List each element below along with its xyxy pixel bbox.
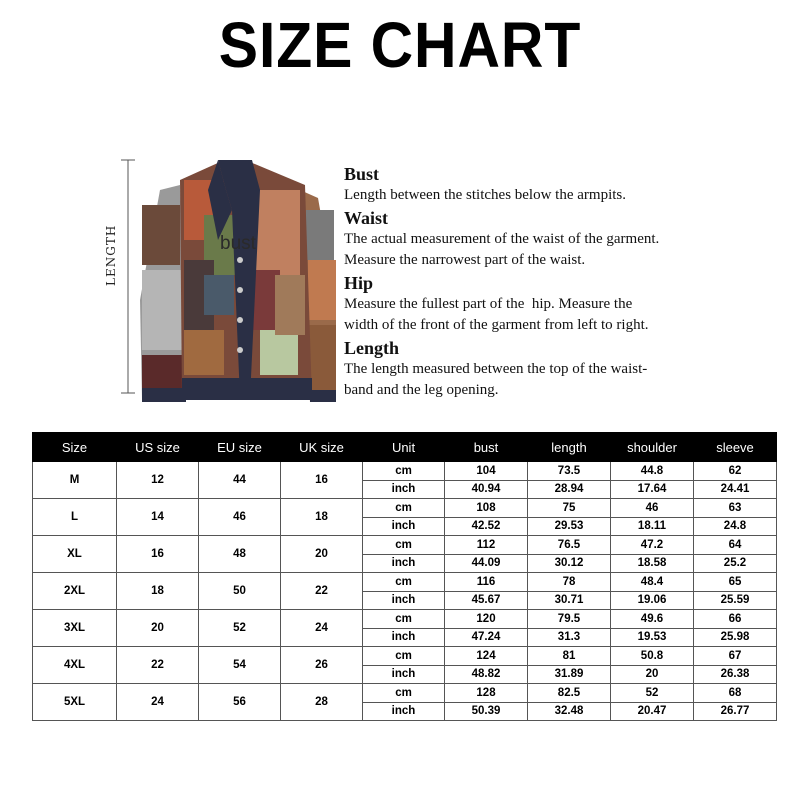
sleeve-inch-cell: 24.41	[694, 480, 777, 499]
unit-cell: inch	[363, 702, 445, 721]
size-cell: 5XL	[33, 684, 117, 721]
definition-text: The actual measurement of the waist of the garment.	[344, 230, 660, 247]
bust-inch-cell: 45.67	[445, 591, 528, 610]
unit-cell: cm	[363, 684, 445, 703]
length-cm-cell: 81	[528, 647, 611, 666]
bust-inch-cell: 40.94	[445, 480, 528, 499]
length-inch-cell: 30.12	[528, 554, 611, 573]
sleeve-cm-cell: 68	[694, 684, 777, 703]
length-inch-cell: 30.71	[528, 591, 611, 610]
length-inch-cell: 31.89	[528, 665, 611, 684]
bust-inch-cell: 48.82	[445, 665, 528, 684]
bust-cm-cell: 124	[445, 647, 528, 666]
us-size-cell: 20	[117, 610, 199, 647]
shoulder-inch-cell: 19.53	[611, 628, 694, 647]
bust-inch-cell: 47.24	[445, 628, 528, 647]
column-header: shoulder	[611, 433, 694, 462]
column-header: bust	[445, 433, 528, 462]
sleeve-cm-cell: 66	[694, 610, 777, 629]
unit-cell: cm	[363, 610, 445, 629]
size-cell: M	[33, 462, 117, 499]
bust-inch-cell: 50.39	[445, 702, 528, 721]
us-size-cell: 14	[117, 499, 199, 536]
bust-cm-cell: 128	[445, 684, 528, 703]
sleeve-inch-cell: 25.59	[694, 591, 777, 610]
sleeve-cm-cell: 65	[694, 573, 777, 592]
eu-size-cell: 54	[199, 647, 281, 684]
length-label: LENGTH	[104, 224, 118, 286]
length-inch-cell: 31.3	[528, 628, 611, 647]
definition-text: Measure the fullest part of the hip. Measure the	[344, 295, 633, 312]
length-cm-cell: 78	[528, 573, 611, 592]
uk-size-cell: 26	[281, 647, 363, 684]
definition-text: Measure the narrowest part of the waist.	[344, 252, 586, 268]
bust-cm-cell: 120	[445, 610, 528, 629]
us-size-cell: 24	[117, 684, 199, 721]
sleeve-inch-cell: 25.2	[694, 554, 777, 573]
length-inch-cell: 28.94	[528, 480, 611, 499]
definition-text: width of the front of the garment from left to right.	[344, 317, 649, 333]
eu-size-cell: 44	[199, 462, 281, 499]
length-inch-cell: 32.48	[528, 702, 611, 721]
shoulder-inch-cell: 18.11	[611, 517, 694, 536]
eu-size-cell: 46	[199, 499, 281, 536]
unit-cell: inch	[363, 554, 445, 573]
sleeve-inch-cell: 25.98	[694, 628, 777, 647]
definition-bust	[344, 163, 794, 207]
table-row	[33, 499, 777, 518]
bust-label: bust	[220, 233, 256, 254]
eu-size-cell: 50	[199, 573, 281, 610]
definition-length	[344, 337, 794, 402]
unit-cell: inch	[363, 665, 445, 684]
sleeve-cm-cell: 63	[694, 499, 777, 518]
column-header: Size	[33, 433, 117, 462]
table-header-row	[33, 433, 777, 462]
length-cm-cell: 79.5	[528, 610, 611, 629]
sleeve-inch-cell: 26.38	[694, 665, 777, 684]
column-header: UK size	[281, 433, 363, 462]
table-row	[33, 647, 777, 666]
size-cell: XL	[33, 536, 117, 573]
uk-size-cell: 24	[281, 610, 363, 647]
uk-size-cell: 28	[281, 684, 363, 721]
cardigan-illustration	[100, 150, 345, 415]
uk-size-cell: 20	[281, 536, 363, 573]
uk-size-cell: 22	[281, 573, 363, 610]
table-row	[33, 610, 777, 629]
table-row	[33, 536, 777, 555]
eu-size-cell: 56	[199, 684, 281, 721]
unit-cell: cm	[363, 462, 445, 481]
shoulder-cm-cell: 47.2	[611, 536, 694, 555]
unit-cell: cm	[363, 647, 445, 666]
size-table	[32, 432, 777, 721]
definition-waist	[344, 207, 794, 272]
shoulder-cm-cell: 49.6	[611, 610, 694, 629]
table-row	[33, 462, 777, 481]
bust-inch-cell: 42.52	[445, 517, 528, 536]
us-size-cell: 18	[117, 573, 199, 610]
definition-term: Length	[344, 337, 400, 358]
definition-text: The length measured between the top of the waist-	[344, 360, 648, 377]
unit-cell: inch	[363, 517, 445, 536]
bust-inch-cell: 44.09	[445, 554, 528, 573]
sleeve-inch-cell: 24.8	[694, 517, 777, 536]
definition-term: Bust	[344, 164, 380, 184]
unit-cell: cm	[363, 573, 445, 592]
page-title: SIZE CHART	[218, 9, 582, 81]
length-cm-cell: 75	[528, 499, 611, 518]
size-cell: 4XL	[33, 647, 117, 684]
length-cm-cell: 76.5	[528, 536, 611, 555]
column-header: US size	[117, 433, 199, 462]
shoulder-cm-cell: 48.4	[611, 573, 694, 592]
eu-size-cell: 52	[199, 610, 281, 647]
shoulder-inch-cell: 19.06	[611, 591, 694, 610]
shoulder-inch-cell: 17.64	[611, 480, 694, 499]
unit-cell: inch	[363, 628, 445, 647]
definition-term: Waist	[344, 207, 389, 228]
bust-cm-cell: 112	[445, 536, 528, 555]
definition-hip	[344, 272, 794, 337]
definition-text: Length between the stitches below the armpits.	[344, 187, 627, 203]
shoulder-cm-cell: 46	[611, 499, 694, 518]
size-cell: L	[33, 499, 117, 536]
length-inch-cell: 29.53	[528, 517, 611, 536]
sleeve-inch-cell: 26.77	[694, 702, 777, 721]
sleeve-cm-cell: 62	[694, 462, 777, 481]
shoulder-inch-cell: 20.47	[611, 702, 694, 721]
length-cm-cell: 73.5	[528, 462, 611, 481]
shoulder-cm-cell: 52	[611, 684, 694, 703]
column-header: length	[528, 433, 611, 462]
definition-term: Hip	[344, 272, 374, 293]
shoulder-cm-cell: 50.8	[611, 647, 694, 666]
us-size-cell: 16	[117, 536, 199, 573]
length-cm-cell: 82.5	[528, 684, 611, 703]
bust-cm-cell: 116	[445, 573, 528, 592]
table-row	[33, 573, 777, 592]
sleeve-cm-cell: 67	[694, 647, 777, 666]
shoulder-inch-cell: 18.58	[611, 554, 694, 573]
size-cell: 3XL	[33, 610, 117, 647]
column-header: EU size	[199, 433, 281, 462]
unit-cell: inch	[363, 480, 445, 499]
shoulder-inch-cell: 20	[611, 665, 694, 684]
unit-cell: cm	[363, 499, 445, 518]
bust-cm-cell: 108	[445, 499, 528, 518]
uk-size-cell: 16	[281, 462, 363, 499]
table-row	[33, 684, 777, 703]
uk-size-cell: 18	[281, 499, 363, 536]
sleeve-cm-cell: 64	[694, 536, 777, 555]
column-header: Unit	[363, 433, 445, 462]
definition-text: band and the leg opening.	[344, 382, 499, 398]
unit-cell: cm	[363, 536, 445, 555]
bust-cm-cell: 104	[445, 462, 528, 481]
eu-size-cell: 48	[199, 536, 281, 573]
unit-cell: inch	[363, 591, 445, 610]
shoulder-cm-cell: 44.8	[611, 462, 694, 481]
measurement-definitions	[344, 163, 794, 402]
us-size-cell: 22	[117, 647, 199, 684]
us-size-cell: 12	[117, 462, 199, 499]
column-header: sleeve	[694, 433, 777, 462]
size-cell: 2XL	[33, 573, 117, 610]
